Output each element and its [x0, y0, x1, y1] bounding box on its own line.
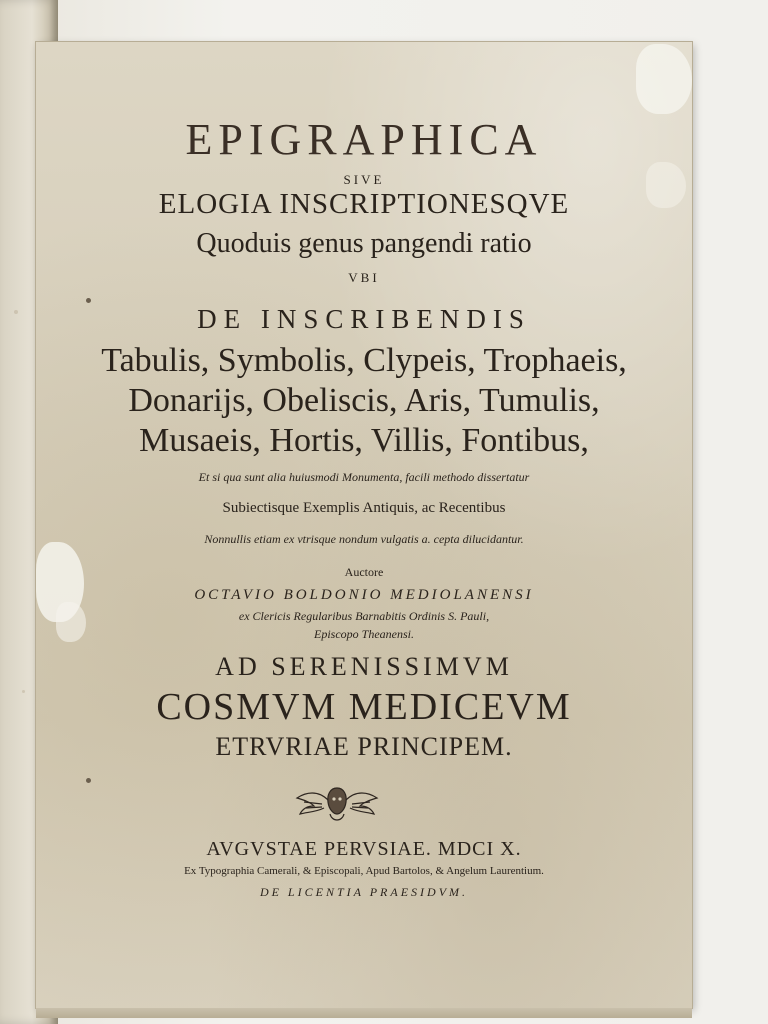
subiectisque-line: Subiectisque Exemplis Antiquis, ac Recentibus — [222, 500, 506, 516]
paper-stain — [636, 44, 692, 114]
et-si-qua-line: Et si qua sunt alia huiusmodi Monumenta, facili methodo dissertatur — [198, 470, 530, 484]
auctore-line: Auctore — [344, 565, 384, 579]
title-page — [36, 42, 692, 1008]
imprint-place: AVGVSTAE PERVSIAE. MDCI X. — [206, 838, 522, 860]
author-see: Episcopo Theanensi. — [314, 627, 414, 641]
list-line-2: Donarijs, Obeliscis, Aris, Tumulis, — [128, 382, 600, 419]
dedication-line-1: AD SERENISSIMVM — [215, 652, 513, 681]
pin-hole — [86, 778, 91, 783]
page-bottom-edge — [36, 1008, 692, 1018]
licentia-line: DE LICENTIA PRAESIDVM. — [259, 885, 469, 899]
printer-line: Ex Typographia Camerali, & Episcopali, Apud Bartolos, & Angelum Laurentium. — [184, 865, 544, 877]
pin-hole — [86, 298, 91, 303]
dedication-line-2: COSMVM MEDICEVM — [156, 686, 572, 728]
de-inscribendis-line: DE INSCRIBENDIS — [197, 304, 531, 334]
dedication-line-3: ETRVRIAE PRINCIPEM. — [215, 732, 513, 761]
cherub-ornament-icon — [294, 780, 380, 828]
book-title: EPIGRAPHICA — [185, 115, 543, 164]
list-line-3: Musaeis, Hortis, Villis, Fontibus, — [139, 422, 589, 459]
subtitle: ELOGIA INSCRIPTIONESQVE — [158, 188, 570, 220]
nonnullis-line: Nonnullis etiam ex vtrisque nondum vulgatis a. cepta dilucidantur. — [204, 532, 524, 546]
foxing-spot — [14, 310, 18, 314]
foxing-spot — [22, 690, 25, 693]
ratio-line: Quoduis genus pangendi ratio — [196, 228, 532, 259]
sive-line: SIVE — [343, 172, 385, 187]
author-order: ex Clericis Regularibus Barnabitis Ordinis S. Pauli, — [238, 609, 490, 623]
author-name: OCTAVIO BOLDONIO MEDIOLANENSI — [194, 587, 534, 603]
list-line-1: Tabulis, Symbolis, Clypeis, Trophaeis, — [101, 342, 627, 379]
vbi-line: VBI — [348, 270, 380, 285]
